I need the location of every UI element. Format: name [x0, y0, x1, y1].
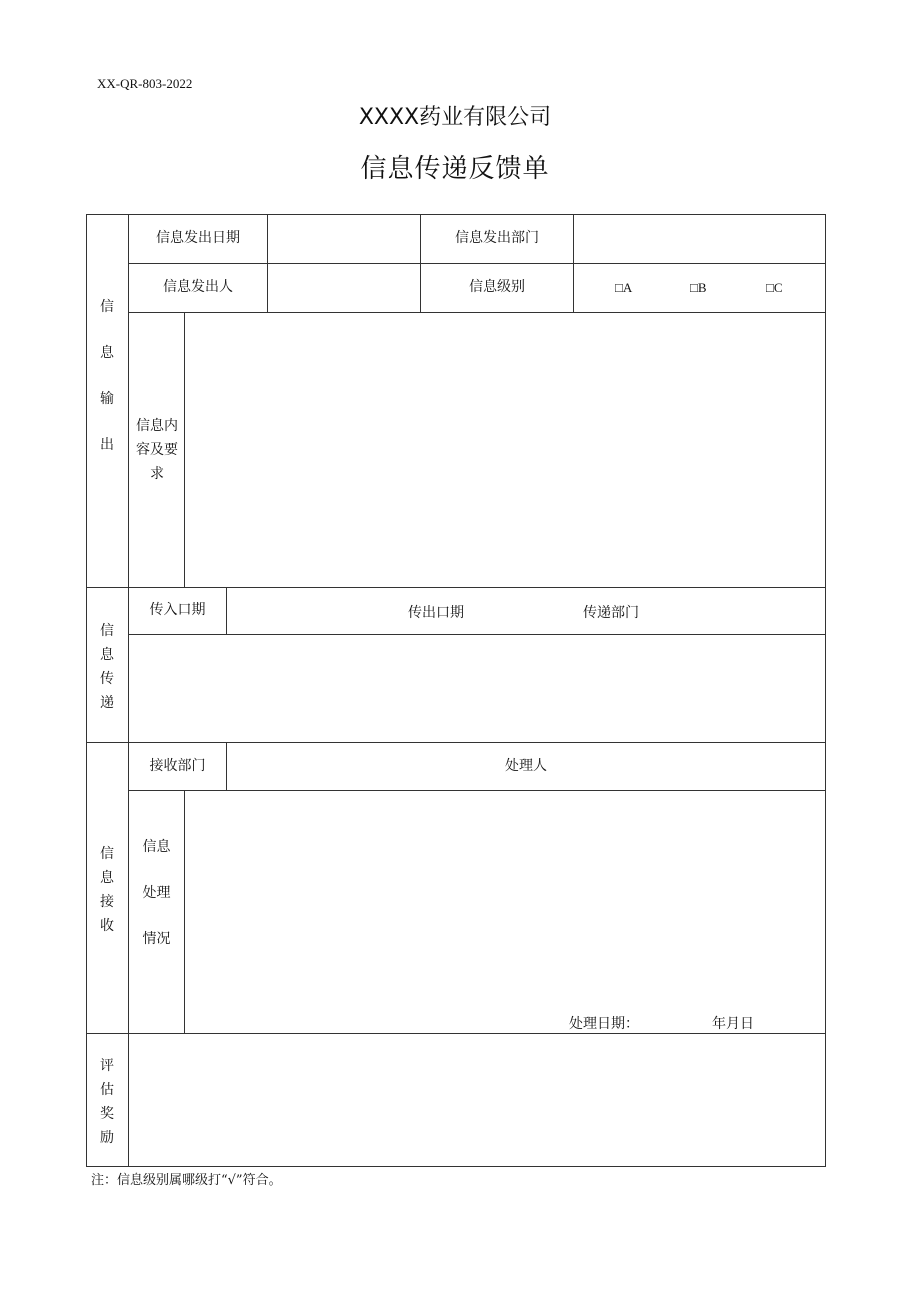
in-date-label: 传入口期: [149, 602, 206, 619]
handler-label: 处理人: [505, 757, 547, 774]
level-option-b[interactable]: □B: [690, 280, 707, 295]
section-output-label: 信 息 输 出: [100, 299, 114, 453]
send-date-field[interactable]: [268, 215, 420, 263]
send-dept-field[interactable]: [574, 215, 825, 263]
handle-date-label: 处理日期：: [569, 1016, 639, 1032]
form-title: 信息传递反馈单: [360, 154, 550, 184]
transfer-field[interactable]: [129, 635, 825, 742]
out-date-label: 传出口期: [408, 605, 464, 621]
transfer-dept-label: 传递部门: [583, 605, 639, 621]
level-option-c[interactable]: □C: [766, 280, 783, 295]
send-date-label: 信息发出日期: [156, 230, 240, 247]
handle-date-ymd: 年月日: [712, 1016, 754, 1032]
document-code: XX-QR-803-2022: [97, 76, 193, 91]
evaluate-field[interactable]: [129, 1034, 825, 1166]
section-evaluate-label: 评 估 奖 励: [100, 1058, 114, 1146]
content-field[interactable]: [185, 313, 825, 587]
section-transfer-label: 信 息 传 递: [100, 623, 114, 711]
recv-dept-label: 接收部门: [149, 757, 206, 774]
footnote: 注：信息级别属哪级打“√”符合。: [91, 1173, 282, 1188]
handle-situation-label: 信息 处理 情况: [142, 839, 171, 947]
level-label: 信息级别: [469, 279, 525, 296]
level-option-a[interactable]: □A: [615, 280, 633, 295]
handle-situation-field[interactable]: [185, 791, 825, 1001]
send-dept-label: 信息发出部门: [455, 230, 539, 247]
company-name: XXXX药业有限公司: [358, 105, 552, 130]
section-receive-label: 信 息 接 收: [100, 846, 114, 934]
sender-label: 信息发出人: [163, 279, 233, 296]
content-label: 信息内容及要求: [136, 418, 178, 482]
sender-field[interactable]: [268, 264, 420, 312]
